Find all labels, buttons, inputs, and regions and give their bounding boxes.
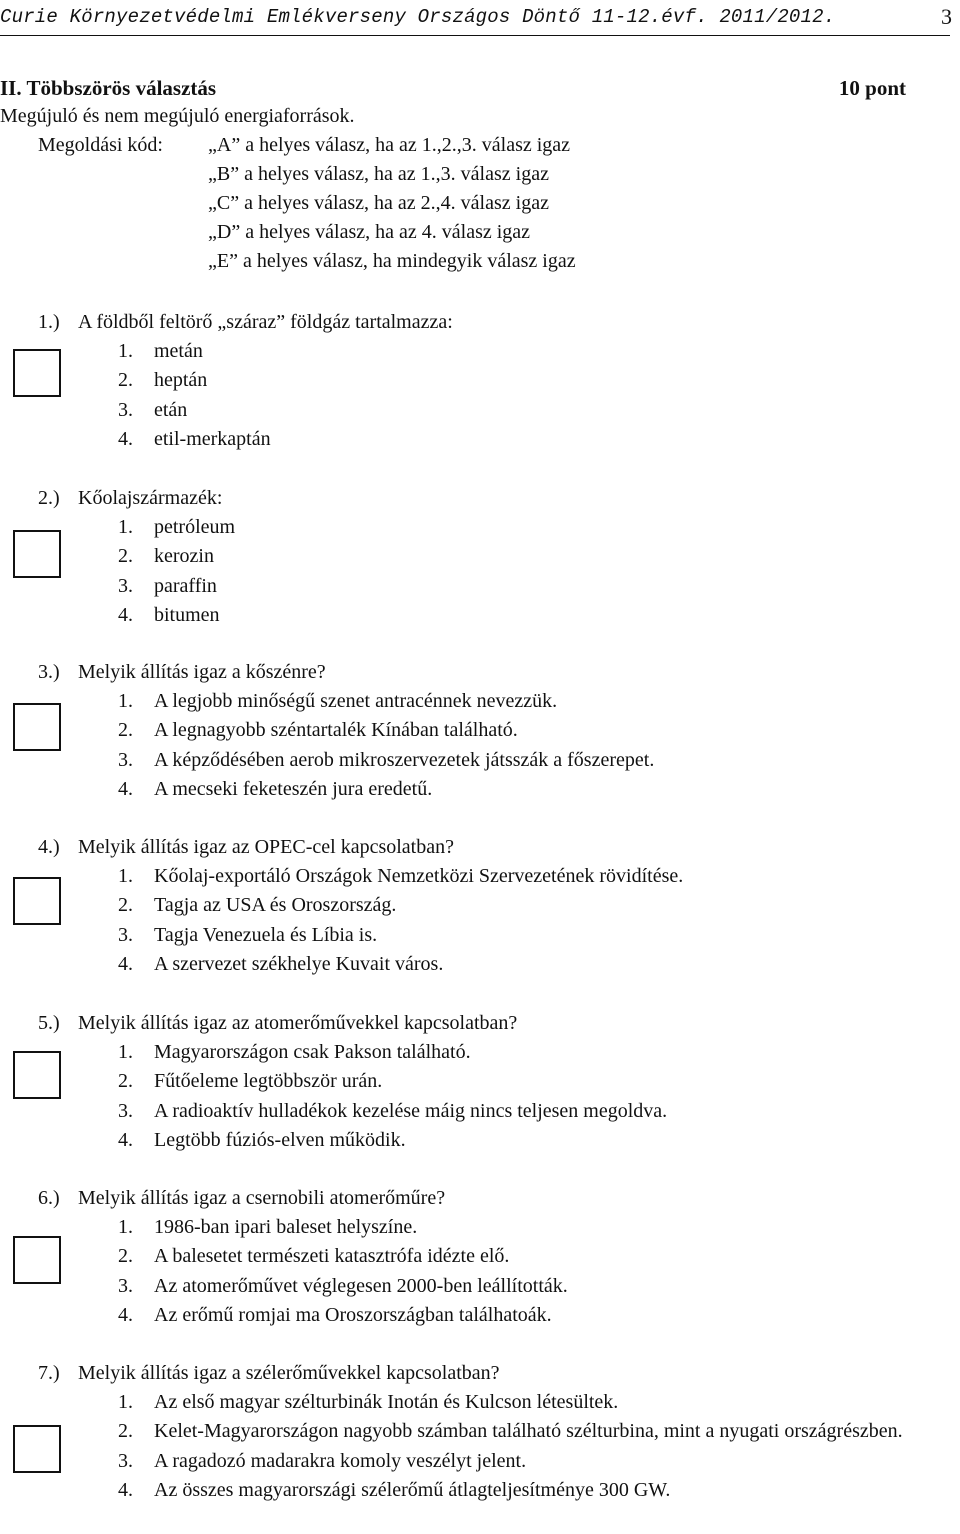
question-5 — [0, 1009, 960, 1155]
page-number: 3 — [941, 4, 952, 29]
page-header — [0, 4, 960, 36]
option-item — [0, 862, 960, 891]
solution-codes-label: Megoldási kód: — [38, 134, 163, 156]
option-number: 3. — [118, 1099, 133, 1122]
option-text: A képződésében aerob mikroszervezetek játsszák a főszerepet. — [154, 748, 655, 771]
option-number: 2. — [118, 1245, 133, 1268]
question-heading — [0, 1184, 960, 1213]
option-item — [0, 1067, 960, 1096]
option-item — [0, 396, 960, 425]
option-item — [0, 921, 960, 950]
option-number: 4. — [118, 777, 133, 800]
option-text: bitumen — [154, 603, 220, 626]
option-text: Legtöbb fúziós-elven működik. — [154, 1128, 406, 1151]
header-rule — [0, 35, 950, 36]
question-text: Melyik állítás igaz az atomerőművekkel kapcsolatban? — [78, 1012, 518, 1034]
solution-code-d: „D” a helyes válasz, ha az 4. válasz igaz — [208, 221, 531, 243]
question-text: A földből feltörő „száraz” földgáz tartalmazza: — [78, 311, 453, 333]
option-item — [0, 1476, 960, 1505]
question-heading — [0, 1359, 960, 1388]
option-item — [0, 1213, 960, 1242]
option-number: 4. — [118, 952, 133, 975]
question-7 — [0, 1359, 960, 1505]
option-item — [0, 601, 960, 630]
option-text: Kelet-Magyarországon nagyobb számban található szélturbina, mint a nyugati országrészben. — [154, 1420, 903, 1443]
question-number: 2.) — [38, 487, 60, 509]
solution-code-c: „C” a helyes válasz, ha az 2.,4. válasz igaz — [208, 192, 549, 214]
option-text: kerozin — [154, 545, 214, 568]
option-text: metán — [154, 340, 203, 363]
option-item — [0, 572, 960, 601]
option-item — [0, 1097, 960, 1126]
option-number: 4. — [118, 1303, 133, 1326]
option-item — [0, 746, 960, 775]
question-text: Melyik állítás igaz a kőszénre? — [78, 661, 326, 683]
header-title: Curie Környezetvédelmi Emlékverseny Országos Döntő 11-12.évf. 2011/2012. — [0, 6, 836, 28]
question-1 — [0, 308, 960, 454]
option-item — [0, 1242, 960, 1271]
option-number: 2. — [118, 545, 133, 568]
option-text: Fűtőeleme legtöbbször urán. — [154, 1070, 383, 1093]
solution-codes-list — [208, 131, 576, 276]
option-item — [0, 366, 960, 395]
option-text: A legnagyobb széntartalék Kínában található. — [154, 719, 518, 742]
question-number: 7.) — [38, 1362, 60, 1384]
option-number: 1. — [118, 1391, 133, 1414]
option-text: 1986-ban ipari baleset helyszíne. — [154, 1216, 418, 1239]
option-number: 1. — [118, 516, 133, 539]
question-text: Melyik állítás igaz a csernobili atomerőműre? — [78, 1187, 446, 1209]
question-heading — [0, 1009, 960, 1038]
option-number: 4. — [118, 603, 133, 626]
question-heading — [0, 658, 960, 687]
option-number: 1. — [118, 1041, 133, 1064]
option-text: Az első magyar szélturbinák Inotán és Kulcson létesültek. — [154, 1391, 619, 1414]
option-number: 3. — [118, 398, 133, 421]
section-points: 10 pont — [838, 76, 906, 100]
option-item — [0, 513, 960, 542]
solution-code-e: „E” a helyes válasz, ha mindegyik válasz igaz — [208, 250, 576, 272]
option-text: A ragadozó madarakra komoly veszélyt jelent. — [154, 1449, 527, 1472]
question-6 — [0, 1184, 960, 1330]
solution-code-a: „A” a helyes válasz, ha az 1.,2.,3. válasz igaz — [208, 134, 571, 156]
option-item — [0, 1301, 960, 1330]
option-number: 1. — [118, 865, 133, 888]
question-heading — [0, 833, 960, 862]
option-item — [0, 1272, 960, 1301]
question-number: 4.) — [38, 836, 60, 858]
option-number: 3. — [118, 1449, 133, 1472]
option-number: 1. — [118, 1216, 133, 1239]
option-number: 4. — [118, 1128, 133, 1151]
option-item — [0, 716, 960, 745]
question-number: 1.) — [38, 311, 60, 333]
option-item — [0, 1038, 960, 1067]
option-number: 4. — [118, 427, 133, 450]
option-text: A balesetet természeti katasztrófa idézte elő. — [154, 1245, 510, 1268]
solution-code-b: „B” a helyes válasz, ha az 1.,3. válasz igaz — [208, 163, 549, 185]
option-number: 2. — [118, 1420, 133, 1443]
question-text: Kőolajszármazék: — [78, 487, 223, 509]
question-number: 6.) — [38, 1187, 60, 1209]
option-number: 1. — [118, 690, 133, 713]
question-heading — [0, 484, 960, 513]
option-number: 2. — [118, 1070, 133, 1093]
option-number: 1. — [118, 340, 133, 363]
section-subtitle: Megújuló és nem megújuló energiaforrások. — [0, 105, 355, 127]
option-text: Magyarországon csak Pakson található. — [154, 1041, 471, 1064]
option-number: 4. — [118, 1478, 133, 1501]
option-text: paraffin — [154, 574, 217, 597]
option-text: A radioaktív hulladékok kezelése máig nincs teljesen megoldva. — [154, 1099, 668, 1122]
option-text: etil-merkaptán — [154, 427, 271, 450]
question-text: Melyik állítás igaz a szélerőművekkel kapcsolatban? — [78, 1362, 500, 1384]
option-item — [0, 1447, 960, 1476]
option-number: 2. — [118, 369, 133, 392]
option-item — [0, 1126, 960, 1155]
option-text: Tagja Venezuela és Líbia is. — [154, 923, 378, 946]
option-item — [0, 1417, 960, 1446]
option-text: Tagja az USA és Oroszország. — [154, 894, 397, 917]
question-number: 5.) — [38, 1012, 60, 1034]
option-text: Az összes magyarországi szélerőmű átlagteljesítménye 300 GW. — [154, 1478, 671, 1501]
option-number: 2. — [118, 894, 133, 917]
option-number: 3. — [118, 923, 133, 946]
option-text: etán — [154, 398, 188, 421]
option-number: 3. — [118, 748, 133, 771]
section-title: II. Többszörös választás — [0, 76, 217, 100]
option-text: petróleum — [154, 516, 236, 539]
option-item — [0, 425, 960, 454]
question-number: 3.) — [38, 661, 60, 683]
option-number: 3. — [118, 1274, 133, 1297]
option-text: A szervezet székhelye Kuvait város. — [154, 952, 444, 975]
question-text: Melyik állítás igaz az OPEC-cel kapcsolatban? — [78, 836, 454, 858]
question-2 — [0, 484, 960, 630]
option-text: A mecseki feketeszén jura eredetű. — [154, 777, 433, 800]
option-text: Az erőmű romjai ma Oroszországban találhatoák. — [154, 1303, 552, 1326]
option-item — [0, 891, 960, 920]
option-text: Az atomerőművet véglegesen 2000-ben leállították. — [154, 1274, 568, 1297]
option-item — [0, 542, 960, 571]
question-4 — [0, 833, 960, 979]
question-heading — [0, 308, 960, 337]
option-text: A legjobb minőségű szenet antracénnek nevezzük. — [154, 690, 558, 713]
option-number: 3. — [118, 574, 133, 597]
question-3 — [0, 658, 960, 804]
option-text: heptán — [154, 369, 208, 392]
option-item — [0, 775, 960, 804]
option-text: Kőolaj-exportáló Országok Nemzetközi Szervezetének rövidítése. — [154, 865, 684, 888]
option-number: 2. — [118, 719, 133, 742]
option-item — [0, 687, 960, 716]
option-item — [0, 950, 960, 979]
option-item — [0, 1388, 960, 1417]
option-item — [0, 337, 960, 366]
